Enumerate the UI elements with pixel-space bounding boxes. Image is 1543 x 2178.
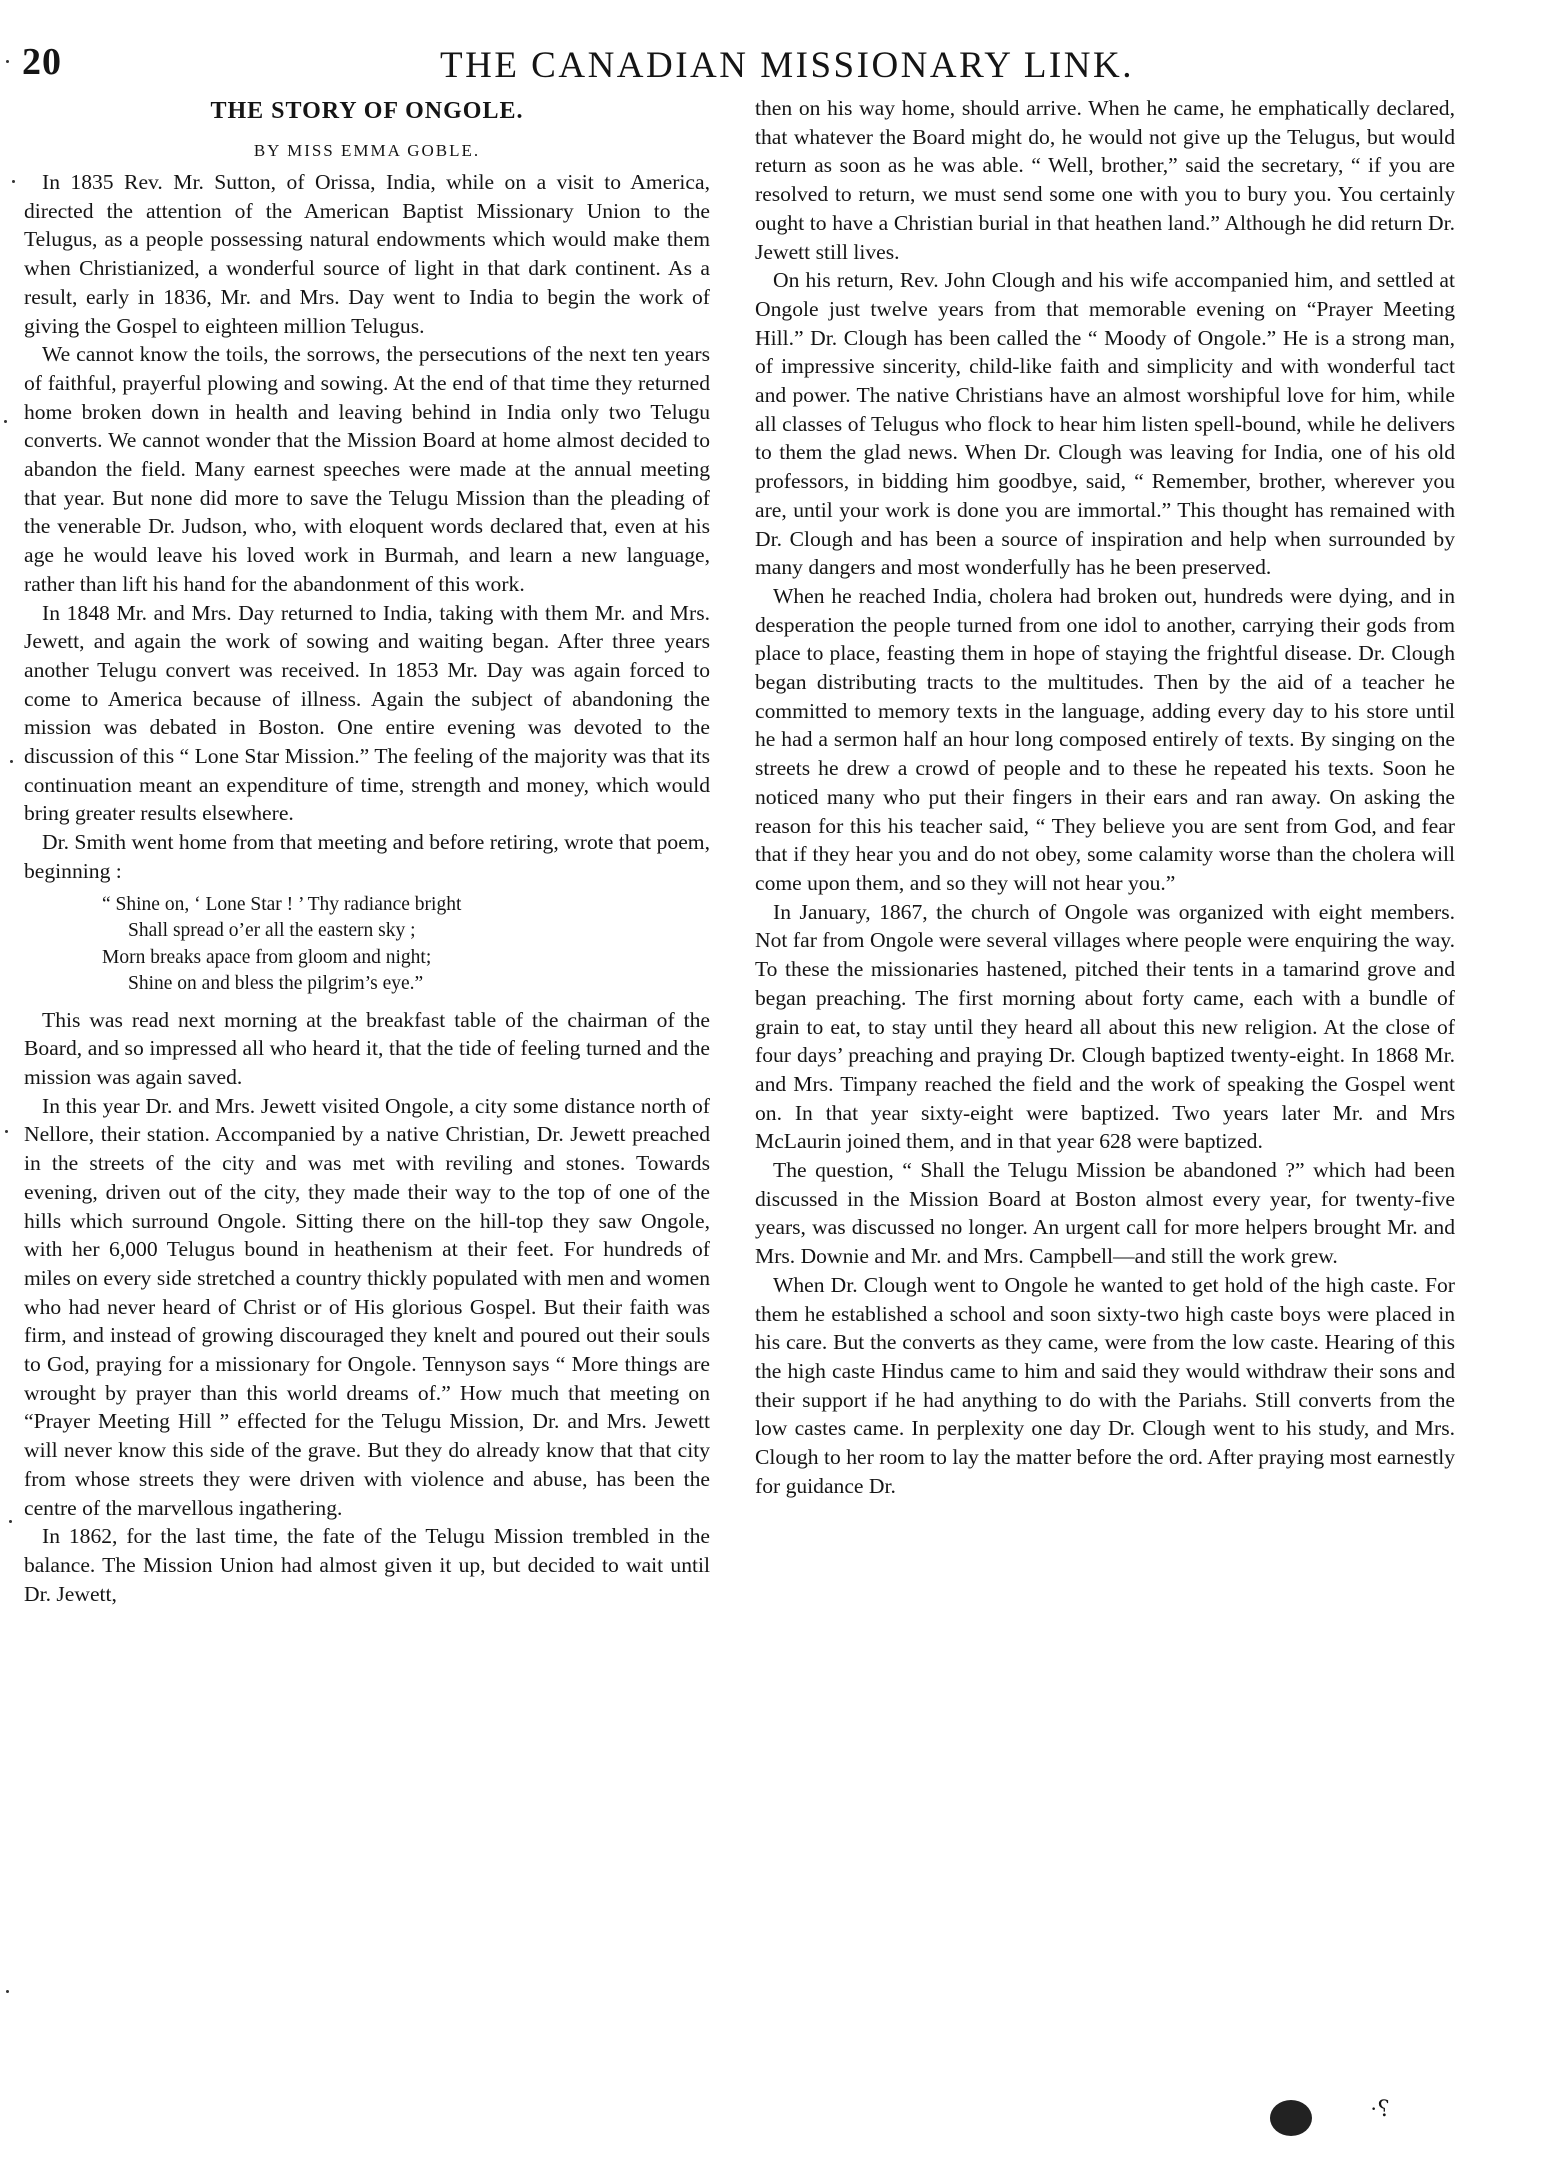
article-byline: BY MISS EMMA GOBLE. (253, 141, 481, 160)
poem (102, 892, 710, 998)
paragraph: The question, “ Shall the Telugu Mission be abandoned ?” which had been discussed in the Mission Board at Boston almost every year, for twenty-five years, was discussed no longer. An urgent call for more helpers brought Mr. and Mrs. Downie and Mr. and Mrs. Campbell—and still the work grew. (755, 1158, 1455, 1269)
paragraph: Dr. Smith went home from that meeting and before retiring, wrote that poem, beginning : (24, 830, 710, 883)
paragraph: In January, 1867, the church of Ongole was organized with eight members. Not far from Ongole were several villages where people were enquiring the way. To these the missionaries hastened, pitched their tents in a tamarind grove and began preaching. The first morning about forty came, each with a bundle of grain to eat, to stay until they heard all about this new religion. At the close of four days’ preaching and praying Dr. Clough baptized twenty-eight. In 1868 Mr. and Mrs. Timpany reached the field and the work of speaking the Gospel went on. In that year sixty-eight were baptized. Two years later Mr. and Mrs McLaurin joined them, and in that year 628 were baptized. (755, 899, 1455, 1154)
page-number: 20 (22, 41, 62, 83)
paragraph: In 1848 Mr. and Mrs. Day returned to India, taking with them Mr. and Mrs. Jewett, and again the work of sowing and waiting began. After three years another Telugu convert was received. In 1853 Mr. Day was again forced to come to America because of illness. Again the subject of abandoning the mission was debated in Boston. One entire evening was devoted to the discussion of this “ Lone Star Mission.” The feeling of the majority was that its continuation meant an expenditure of time, strength and money, which would bring greater results elsewhere. (24, 600, 710, 826)
paragraph: then on his way home, should arrive. When he came, he emphatically declared, that whatever the Board might do, he would not give up the Telugus, but would return as soon as he was able. “ Well, brother,” said the secretary, “ if you are resolved to return, we must send some one with you to bury you. You certainly ought to have a Christian burial in that heathen land.” Although he did return Dr. Jewett still lives. (755, 96, 1455, 264)
paragraph: In 1862, for the last time, the fate of the Telugu Mission trembled in the balance. The Mission Union had almost given it up, but decided to wait until Dr. Jewett, (24, 1524, 710, 1606)
right-column (755, 94, 1455, 1500)
masthead: THE CANADIAN MISSIONARY LINK. (440, 45, 1134, 86)
paragraph: In 1835 Rev. Mr. Sutton, of Orissa, India, while on a visit to America, directed the attention of the American Baptist Missionary Union to the Telugus, as a people possessing natural endowments which would make them when Christianized, a wonderful source of light in that dark continent. As a result, early in 1836, Mr. and Mrs. Day went to India to begin the work of giving the Gospel to eighteen million Telugus. (24, 170, 710, 338)
footer-glyph: ·⸮ (1370, 2096, 1390, 2121)
paragraph: In this year Dr. and Mrs. Jewett visited Ongole, a city some distance north of Nellore, their station. Accompanied by a native Christian, Dr. Jewett preached in the streets of the city and was met with reviling and stones. Towards evening, driven out of the city, they made their way to the top of one of the hills which surround Ongole. Sitting there on the hill-top they saw Ongole, with her 6,000 Telugus bound in heathenism at their feet. For hundreds of miles on every side stretched a country thickly populated with men and women who had never heard of Christ or of His glorious Gospel. But their faith was firm, and instead of growing discouraged they knelt and poured out their souls to God, praying for a missionary for Ongole. Tennyson says “ More things are wrought by prayer than this world dreams of.” How much that meeting on “Prayer Meeting Hill ” effected for the Telugu Mission, Dr. and Mrs. Jewett will never know this side of the grave. But they do already know that that city from whose streets they were driven with violence and abuse, has been the centre of the marvellous ingathering. (24, 1093, 710, 1520)
article-title: THE STORY OF ONGOLE. (210, 98, 524, 124)
poem-line: “ Shine on, ‘ Lone Star ! ’ Thy radiance bright (102, 893, 462, 915)
paragraph: This was read next morning at the breakfast table of the chairman of the Board, and so impressed all who heard it, that the tide of feeling turned and the mission was again saved. (24, 1007, 710, 1089)
paragraph: When Dr. Clough went to Ongole he wanted to get hold of the high caste. For them he established a school and soon sixty-two high caste boys were placed in his care. But the converts as they came, were from the low caste. Hearing of this the high caste Hindus came to him and said they would withdraw their sons and their support if he had anything to do with the Pariahs. Still converts from the low castes came. In perplexity one day Dr. Clough went to his study, and Mrs. Clough to her room to lay the matter before the ord. After praying most earnestly for guidance Dr. (755, 1272, 1455, 1498)
paragraph: On his return, Rev. John Clough and his wife accompanied him, and settled at Ongole just twelve years from that memorable evening on “Prayer Meeting Hill.” Dr. Clough has been called the “ Moody of Ongole.” He is a strong man, of impressive sincerity, child-like faith and simplicity and with wonderful tact and power. The native Christians have an almost worshipful love for him, while all classes of Telugus who flock to hear him listen spell-bound, while he delivers to them the glad news. When Dr. Clough was leaving for India, one of his old professors, in bidding him goodbye, said, “ Remember, brother, wherever you are, until your work is done you are immortal.” This thought has remained with Dr. Clough and has been a source of inspiration and help when surrounded by many dangers and most wonderfully has he been preserved. (755, 268, 1455, 580)
paragraph: When he reached India, cholera had broken out, hundreds were dying, and in desperation the people turned from one idol to another, carrying their gods from place to place, feasting them in hope of staying the frightful disease. Dr. Clough began distributing tracts to the multitudes. Then by the aid of a teacher he committed to memory texts in the language, adding every day to his store until he had a sermon half an hour long composed entirely of texts. By singing on the streets he drew a crowd of people and to these he repeated his texts. Soon he noticed many who put their fingers in their ears and ran away. On asking the reason for this his teacher said, “ They believe you are sent from God, and fear that if they hear you and do not obey, some calamity worse than the cholera will come upon them, and so they will not hear you.” (755, 583, 1455, 895)
poem-line: Shine on and bless the pilgrim’s eye.” (128, 973, 424, 995)
poem-line: Morn breaks apace from gloom and night; (102, 946, 432, 968)
footer-marks (1270, 2090, 1470, 2150)
poem-line: Shall spread o’er all the eastern sky ; (128, 920, 416, 942)
left-column (24, 96, 710, 1608)
ink-smudge (1270, 2100, 1312, 2136)
margin-specks (0, 0, 22, 2178)
paragraph: We cannot know the toils, the sorrows, the persecutions of the next ten years of faithful, prayerful plowing and sowing. At the end of that time they returned home broken down in health and leaving behind in India only two Telugu converts. We cannot wonder that the Mission Board at home almost decided to abandon the field. Many earnest speeches were made at the annual meeting that year. But none did more to save the Telugu Mission than the pleading of the venerable Dr. Judson, who, with eloquent words declared that, even at his age he would leave his loved work in Burmah, and learn a new language, rather than lift his hand for the abandonment of this work. (24, 342, 710, 596)
